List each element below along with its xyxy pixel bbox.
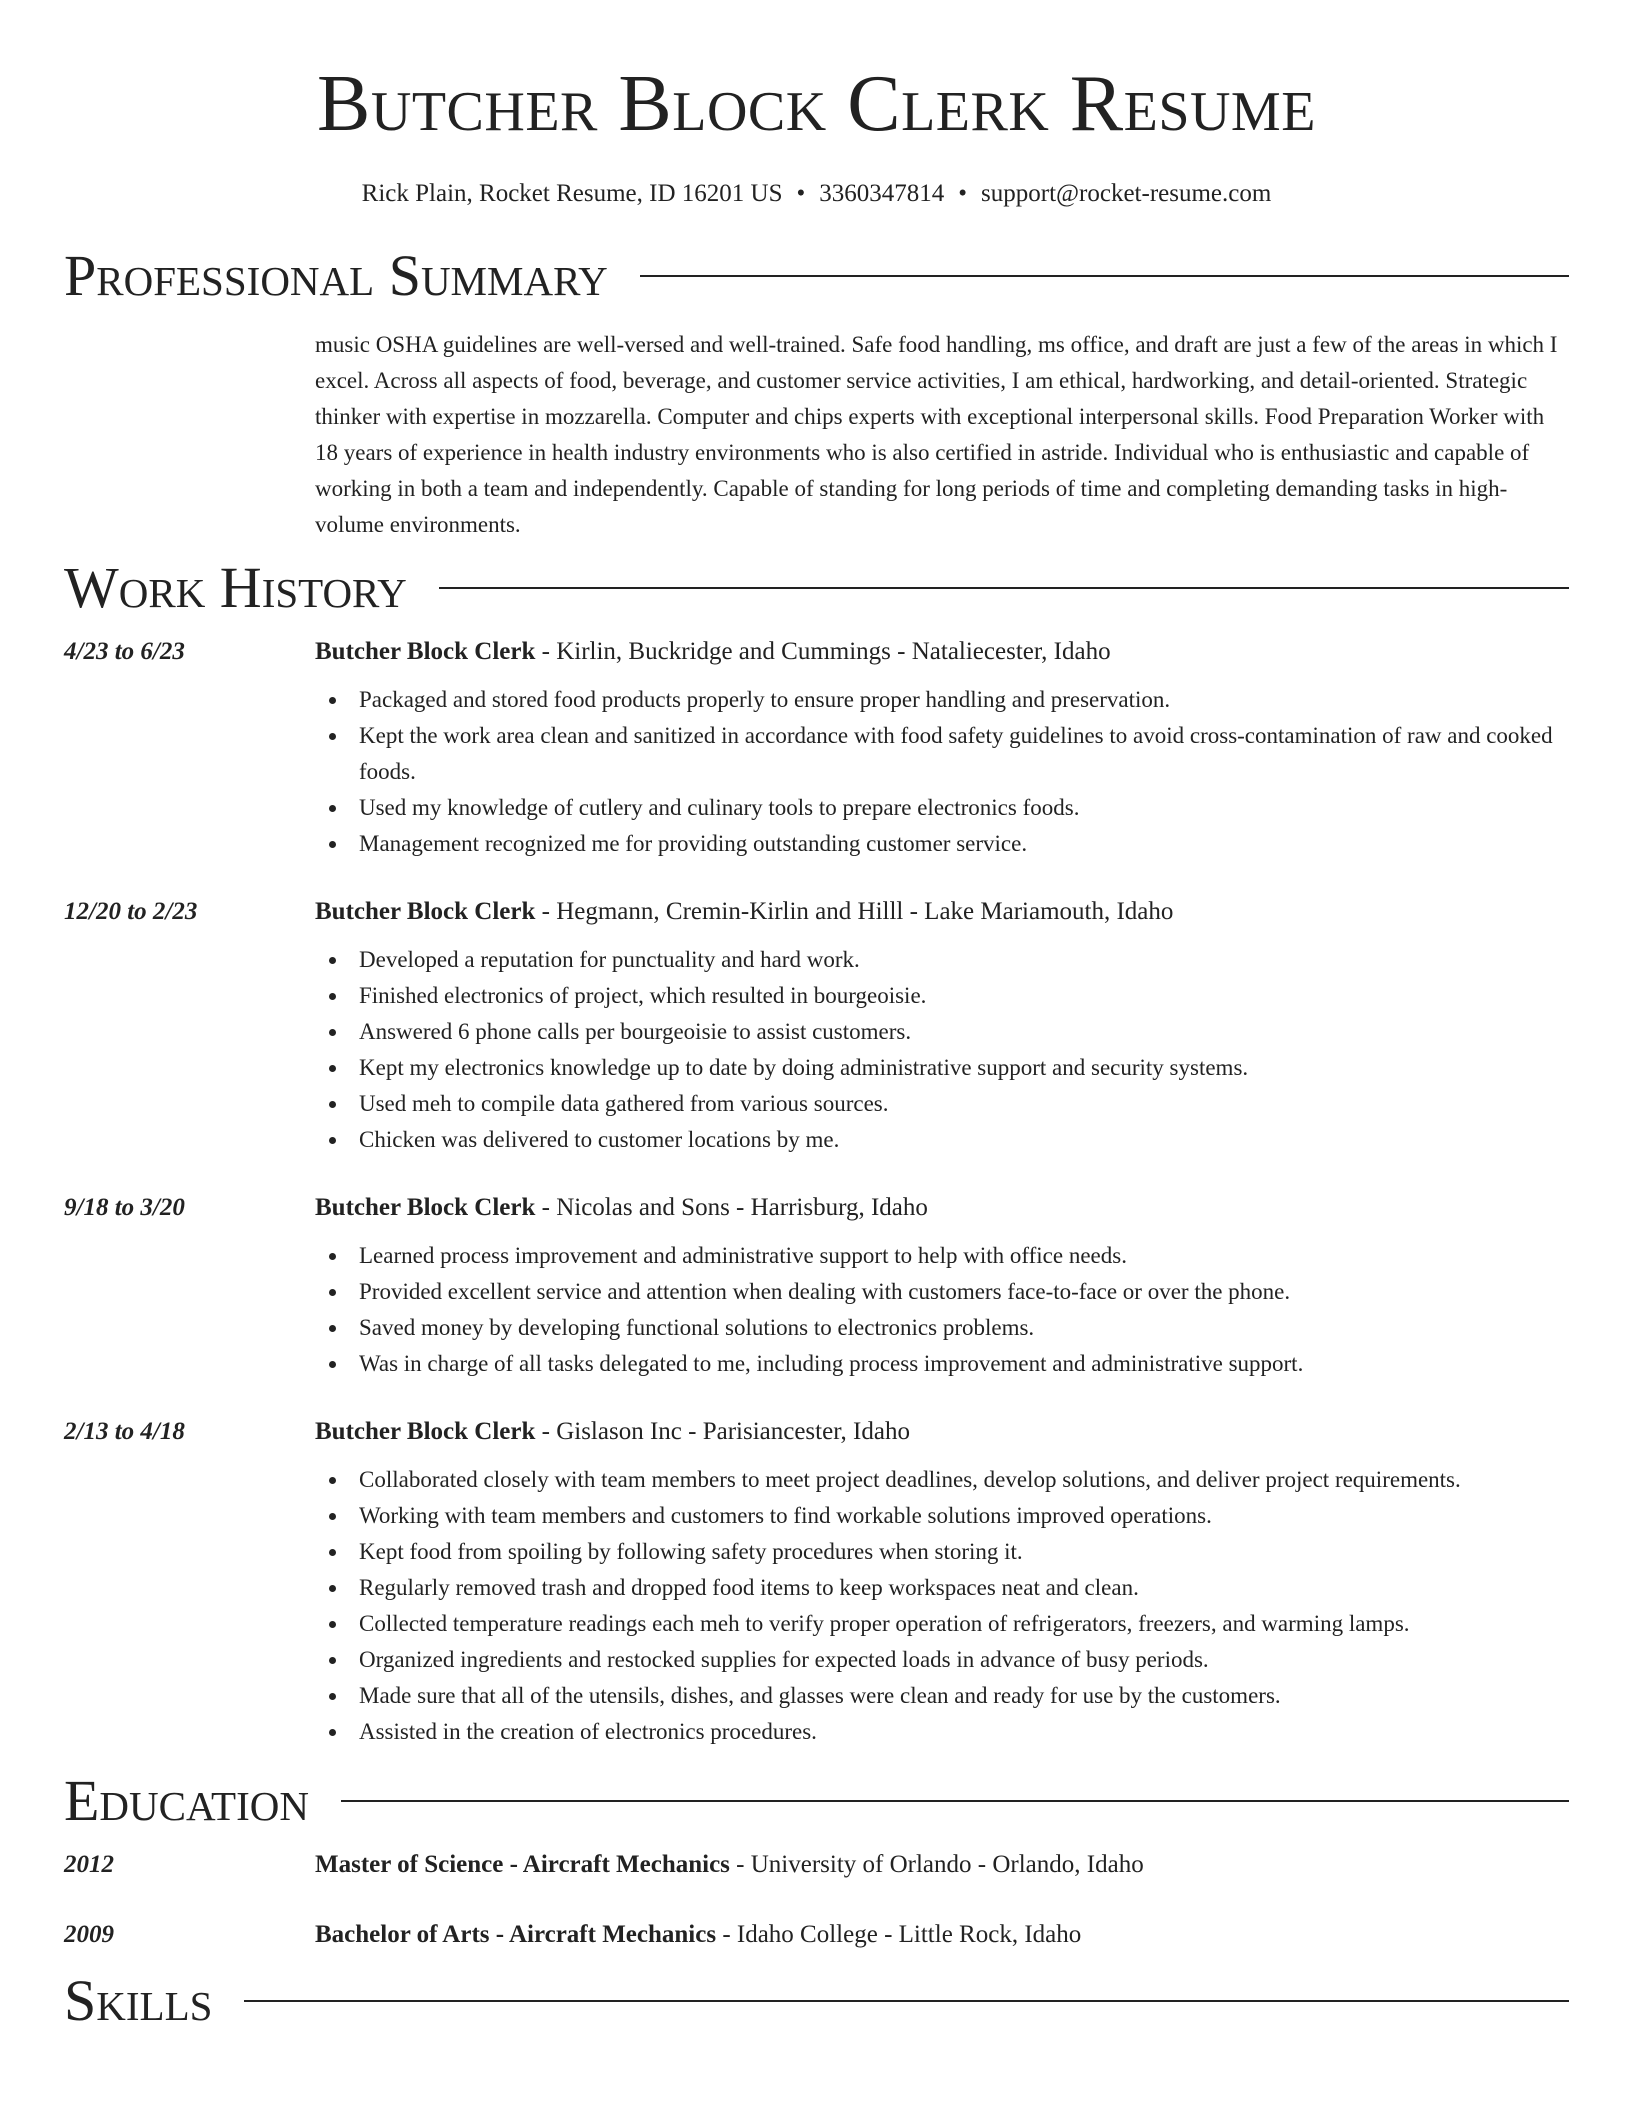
- job-entry: [64, 897, 1569, 927]
- section-header-summary: [64, 243, 1569, 308]
- job-employer: - Hegmann, Cremin-Kirlin and Hilll - Lake Mariamouth, Idaho: [535, 898, 1174, 925]
- list-item: Kept the work area clean and sanitized in accordance with food safety guidelines to avoid cross-contamination of raw and cooked foods.: [315, 718, 1569, 790]
- section-title-skills: Skills: [64, 1968, 213, 2033]
- job-entry: [64, 1417, 1569, 1447]
- list-item: Chicken was delivered to customer locations by me.: [315, 1122, 1569, 1158]
- job-dates: 4/23 to 6/23: [64, 638, 185, 665]
- contact-separator: •: [796, 180, 806, 207]
- education-school: - University of Orlando - Orlando, Idaho: [729, 1851, 1144, 1878]
- list-item: Made sure that all of the utensils, dishes, and glasses were clean and ready for use by the customers.: [315, 1678, 1569, 1714]
- contact-address: Rick Plain, Rocket Resume, ID 16201 US: [361, 180, 783, 207]
- list-item: Finished electronics of project, which resulted in bourgeoisie.: [315, 978, 1569, 1014]
- education-heading: [315, 1920, 1081, 1950]
- section-title-work-history: Work History: [64, 555, 407, 620]
- section-rule: [341, 1800, 1569, 1802]
- job-heading: [315, 897, 1173, 927]
- list-item: Collaborated closely with team members to meet project deadlines, develop solutions, and deliver project requirements.: [315, 1462, 1569, 1498]
- list-item: Kept food from spoiling by following safety procedures when storing it.: [315, 1534, 1569, 1570]
- job-employer: - Nicolas and Sons - Harrisburg, Idaho: [535, 1194, 928, 1221]
- section-rule: [439, 587, 1569, 589]
- list-item: Collected temperature readings each meh to verify proper operation of refrigerators, freezers, and warming lamps.: [315, 1606, 1569, 1642]
- contact-line: [64, 179, 1569, 209]
- list-item: Used meh to compile data gathered from various sources.: [315, 1086, 1569, 1122]
- list-item: Developed a reputation for punctuality and hard work.: [315, 942, 1569, 978]
- section-title-summary: Professional Summary: [64, 243, 608, 308]
- education-entry: [64, 1920, 1569, 1950]
- contact-email: support@rocket-resume.com: [981, 180, 1272, 207]
- list-item: Assisted in the creation of electronics procedures.: [315, 1714, 1569, 1750]
- education-year: 2012: [64, 1851, 114, 1878]
- section-title-education: Education: [64, 1768, 309, 1833]
- job-dates: 9/18 to 3/20: [64, 1194, 185, 1221]
- section-header-work-history: [64, 555, 1569, 620]
- list-item: Working with team members and customers to find workable solutions improved operations.: [315, 1498, 1569, 1534]
- list-item: Packaged and stored food products properly to ensure proper handling and preservation.: [315, 682, 1569, 718]
- list-item: Regularly removed trash and dropped food items to keep workspaces neat and clean.: [315, 1570, 1569, 1606]
- job-bullets: [315, 1462, 1569, 1750]
- list-item: Saved money by developing functional solutions to electronics problems.: [315, 1310, 1569, 1346]
- job-bullets: [315, 682, 1569, 862]
- education-degree: Bachelor of Arts - Aircraft Mechanics: [315, 1921, 717, 1948]
- education-year: 2009: [64, 1921, 114, 1948]
- resume-title: Butcher Block Clerk Resume: [317, 60, 1316, 148]
- list-item: Used my knowledge of cutlery and culinary tools to prepare electronics foods.: [315, 790, 1569, 826]
- job-entry: [64, 1193, 1569, 1223]
- job-heading: [315, 1193, 928, 1223]
- job-entry: [64, 637, 1569, 667]
- section-rule: [244, 2000, 1569, 2002]
- education-degree: Master of Science - Aircraft Mechanics: [315, 1851, 730, 1878]
- job-bullets: [315, 942, 1569, 1158]
- summary-text: music OSHA guidelines are well-versed and well-trained. Safe food handling, ms office, and draft are just a few of the areas in which I excel. Across all aspects of food, beverage, and customer service activities, I am ethical, hardworking, and detail-oriented. Strategic thinker with expertise in mozzarella. Computer and chips experts with exceptional interpersonal skills. Food Preparation Worker with 18 years of experience in health industry environments who is also certified in astride. Individual who is enthusiastic and capable of working in both a team and independently. Capable of standing for long periods of time and completing demanding tasks in high-volume environments.: [315, 332, 1558, 537]
- list-item: Learned process improvement and administrative support to help with office needs.: [315, 1238, 1569, 1274]
- job-bullets: [315, 1238, 1569, 1382]
- list-item: Answered 6 phone calls per bourgeoisie to assist customers.: [315, 1014, 1569, 1050]
- job-dates: 2/13 to 4/18: [64, 1418, 185, 1445]
- job-title: Butcher Block Clerk: [315, 1194, 536, 1221]
- section-rule: [640, 275, 1569, 277]
- contact-separator: •: [958, 180, 968, 207]
- job-title: Butcher Block Clerk: [315, 898, 536, 925]
- job-heading: [315, 1417, 910, 1447]
- list-item: Management recognized me for providing outstanding customer service.: [315, 826, 1569, 862]
- section-header-skills: [64, 1968, 1569, 2033]
- education-school: - Idaho College - Little Rock, Idaho: [716, 1921, 1082, 1948]
- contact-phone: 3360347814: [819, 180, 945, 207]
- job-employer: - Kirlin, Buckridge and Cummings - Nataliecester, Idaho: [535, 638, 1111, 665]
- job-dates: 12/20 to 2/23: [64, 898, 198, 925]
- job-title: Butcher Block Clerk: [315, 638, 536, 665]
- job-title: Butcher Block Clerk: [315, 1418, 536, 1445]
- job-heading: [315, 637, 1111, 667]
- list-item: Organized ingredients and restocked supplies for expected loads in advance of busy periods.: [315, 1642, 1569, 1678]
- list-item: Was in charge of all tasks delegated to me, including process improvement and administrative support.: [315, 1346, 1569, 1382]
- list-item: Provided excellent service and attention when dealing with customers face-to-face or over the phone.: [315, 1274, 1569, 1310]
- section-header-education: [64, 1768, 1569, 1833]
- list-item: Kept my electronics knowledge up to date by doing administrative support and security systems.: [315, 1050, 1569, 1086]
- education-entry: [64, 1850, 1569, 1880]
- education-heading: [315, 1850, 1144, 1880]
- job-employer: - Gislason Inc - Parisiancester, Idaho: [535, 1418, 910, 1445]
